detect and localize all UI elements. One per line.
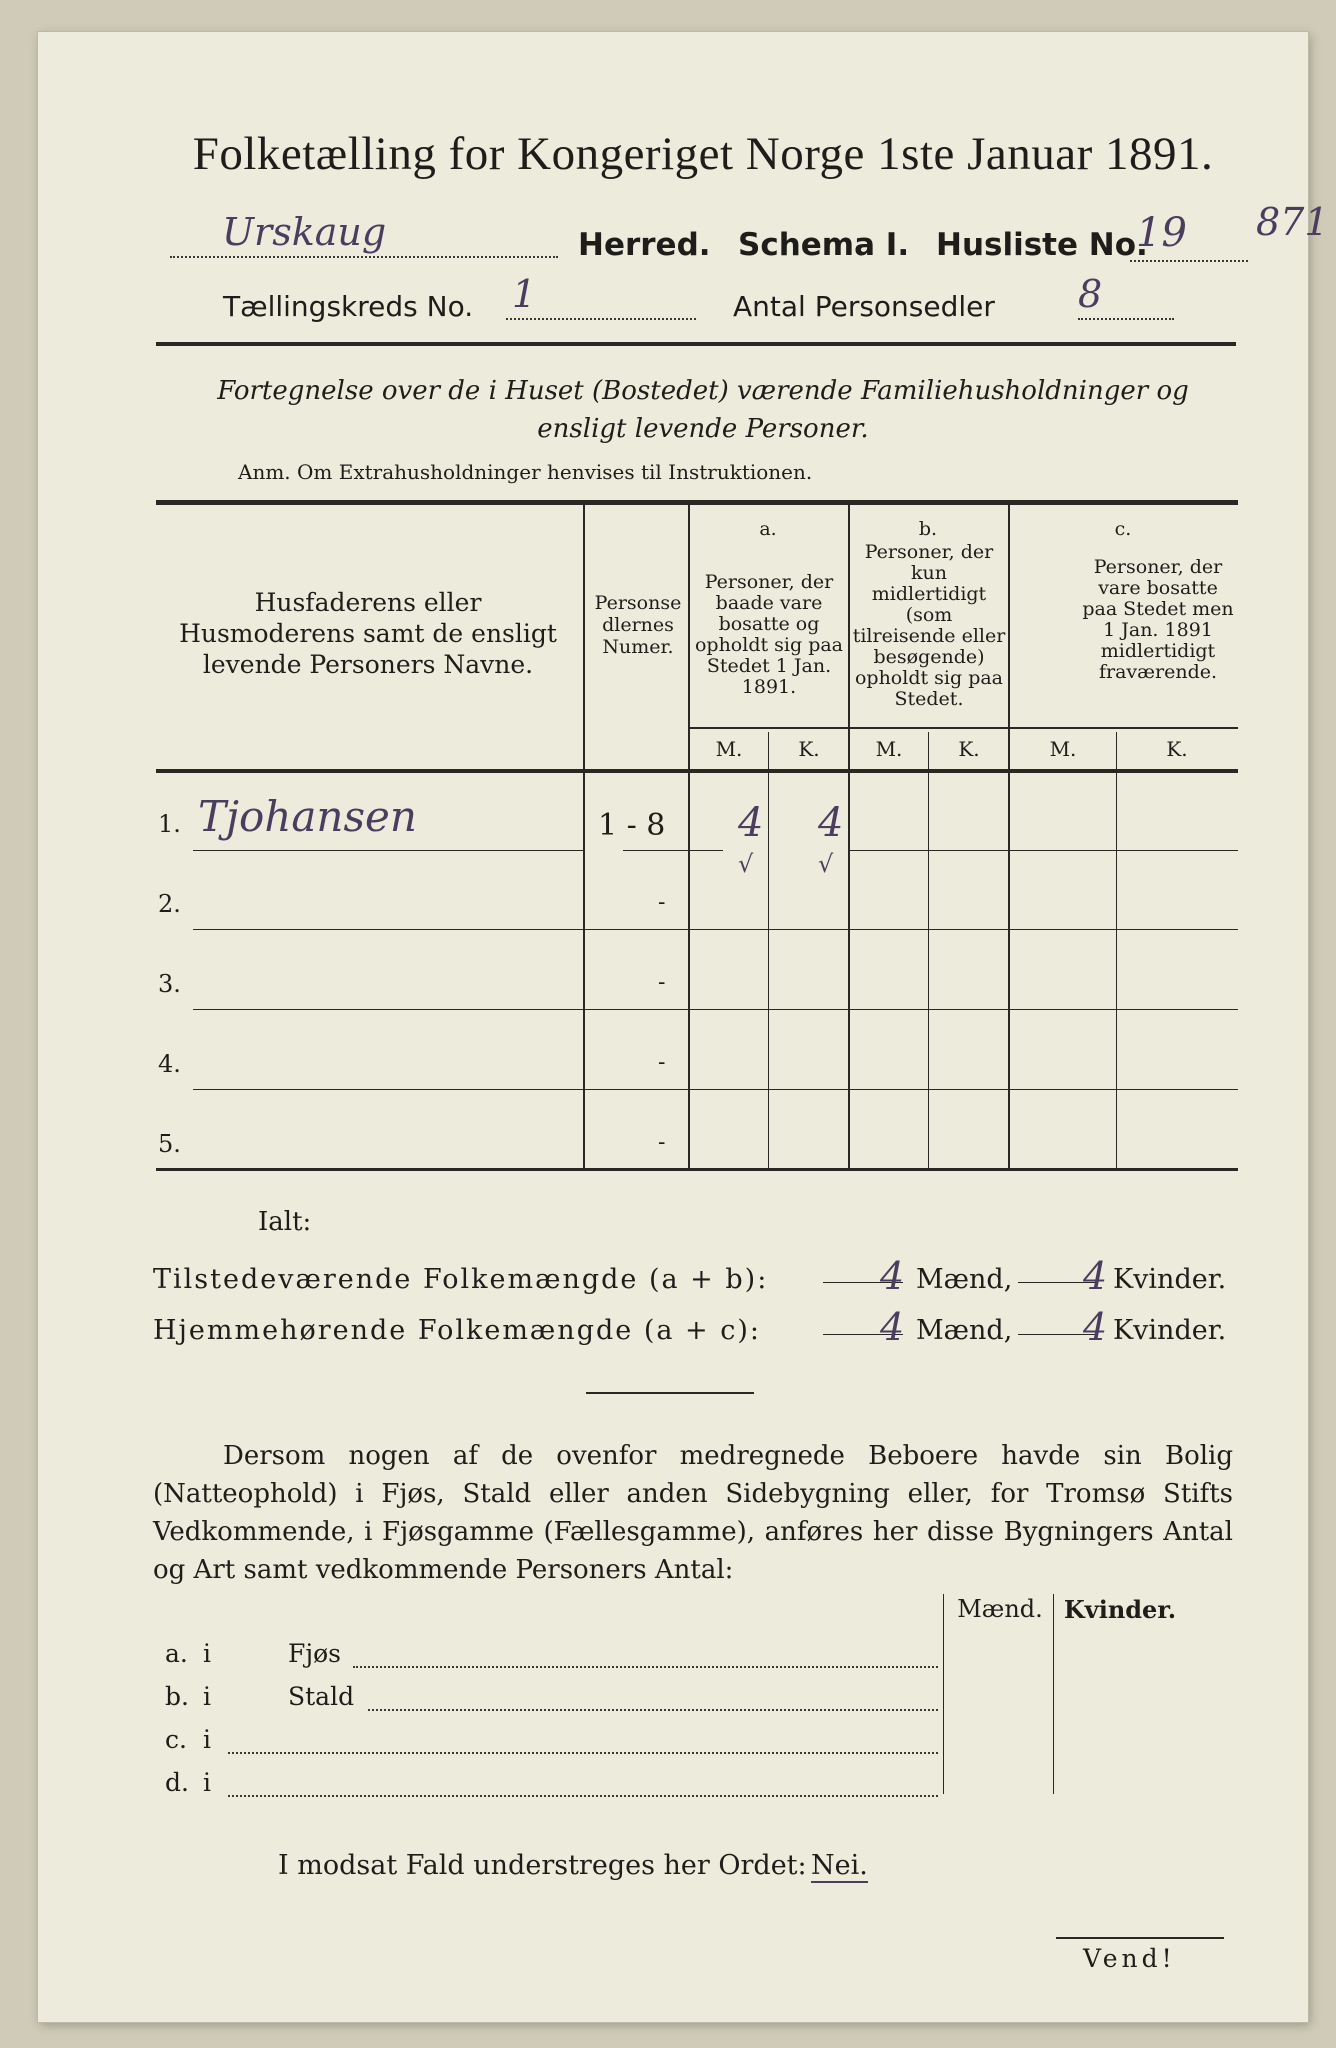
hjemme-kvinder: 4 (1083, 1305, 1108, 1349)
header-c: Personer, der vare bosatte paa Stedet men 1 Jan. 1891 midlertidigt fraværende. (1082, 556, 1234, 683)
table-top-rule (156, 500, 1238, 505)
row-number: 1. (158, 810, 181, 838)
buildings-maend-header: Mænd. (957, 1595, 1043, 1623)
header-a-letter: a. (759, 518, 777, 540)
row-rule (193, 929, 1238, 930)
header-b: Personer, der kun midlertidigt (som tilreisende eller besøgende) opholdt sig paa Stedet. (852, 541, 1006, 710)
section-divider (586, 1392, 754, 1394)
row-a-k-check: √ (818, 850, 834, 878)
row-numer: - (658, 1130, 666, 1155)
building-letter: d. (165, 1768, 189, 1797)
a-k-label: K. (798, 737, 820, 761)
herred-value: Urskaug (222, 210, 387, 254)
row-number: 5. (158, 1130, 181, 1158)
row-number: 4. (158, 1050, 181, 1078)
row-numer: - (658, 970, 666, 995)
herred-label: Herred. (578, 227, 711, 263)
row-a-m: 4 (738, 800, 764, 846)
building-letter: b. (165, 1682, 189, 1711)
row-name: Tjohansen (198, 792, 417, 841)
header-names: Husfaderens eller Husmoderens samt de ensligt levende Personers Navne. (179, 588, 557, 679)
building-dotline (228, 1783, 938, 1797)
row-rule-right (848, 850, 1238, 851)
tilstede-kvinder-label: Kvinder. (1113, 1264, 1227, 1295)
col-divider-name (583, 505, 585, 1168)
a-m-label: M. (715, 737, 743, 761)
header-b-letter: b. (918, 518, 938, 540)
col-divider-b-mk (928, 732, 929, 1168)
row-number: 3. (158, 970, 181, 998)
husliste-label: Husliste No. (936, 227, 1148, 263)
c-m-label: M. (1049, 737, 1077, 761)
building-i: i (203, 1725, 211, 1754)
modsat-text: I modsat Fald understreges her Ordet: (278, 1850, 807, 1881)
col-divider-a-mk (768, 732, 769, 1168)
col-divider-numer (688, 505, 690, 1168)
row-numer: 1 - 8 (598, 808, 666, 843)
header-numer: Personsedlernes Numer. (594, 592, 682, 658)
ialt-label: Ialt: (258, 1207, 312, 1237)
row-a-k: 4 (818, 800, 844, 846)
row-a-m-check: √ (738, 850, 754, 878)
header-rule (156, 342, 1236, 346)
buildings-paragraph: Dersom nogen af de ovenfor medregnede Beboere havde sin Bolig (Natteophold) i Fjøs, Stald eller anden Sidebygning eller, for Tromsø Stifts Vedkommende, i Fjøsgamme (Fællesgamme), anføres her disse Bygningers Antal og Art samt vedkommende Personers Antal: (153, 1441, 1233, 1585)
col-divider-c-mk (1116, 732, 1117, 1168)
hjemme-maend: 4 (880, 1305, 905, 1349)
building-label: Fjøs (288, 1639, 341, 1668)
header-c-letter: c. (1114, 518, 1132, 540)
taellingskreds-value: 1 (512, 272, 537, 316)
margin-note: 871 (1256, 200, 1329, 244)
table-bottom-rule (156, 1168, 1238, 1171)
nei-word: Nei. (811, 1850, 868, 1881)
hjemme-label: Hjemmehørende Folkemængde (a + c): (153, 1315, 761, 1346)
tilstede-maend-label: Mænd, (916, 1264, 1013, 1295)
building-dotline (353, 1654, 938, 1668)
husliste-field (1130, 210, 1248, 262)
hjemme-kvinder-label: Kvinder. (1113, 1315, 1227, 1346)
tilstede-label: Tilstedeværende Folkemængde (a + b): (153, 1264, 769, 1295)
taellingskreds-label: Tællingskreds No. (223, 290, 474, 323)
husliste-value: 19 (1136, 210, 1187, 256)
buildings-col-rule-2 (1053, 1594, 1054, 1794)
building-letter: a. (165, 1639, 188, 1668)
row-numer: - (658, 1050, 666, 1075)
row-rule (193, 1089, 1238, 1090)
tilstede-maend: 4 (880, 1254, 905, 1298)
tilstede-kvinder: 4 (1083, 1254, 1108, 1298)
building-i: i (203, 1639, 211, 1668)
personsedler-value: 8 (1078, 272, 1103, 316)
building-i: i (203, 1682, 211, 1711)
header-a: Personer, der baade vare bosatte og opholdt sig paa Stedet 1 Jan. 1891. (694, 571, 844, 698)
building-dotline (228, 1740, 938, 1754)
buildings-col-rule-1 (943, 1594, 944, 1794)
personsedler-label: Antal Personsedler (733, 290, 995, 323)
building-i: i (203, 1768, 211, 1797)
col-divider-a (848, 505, 850, 1168)
vend-rule (1056, 1937, 1224, 1939)
vend-label: Vend! (1083, 1944, 1176, 1973)
col-divider-b (1008, 505, 1010, 1168)
form-title: Folketælling for Kongeriget Norge 1ste Januar 1891. (192, 128, 1214, 180)
row-rule-numer (623, 850, 723, 851)
anm-note: Anm. Om Extrahusholdninger henvises til Instruktionen. (238, 460, 813, 484)
b-m-label: M. (875, 737, 903, 761)
b-k-label: K. (958, 737, 980, 761)
row-numer: - (658, 890, 666, 915)
hjemme-maend-label: Mænd, (916, 1315, 1013, 1346)
intro-text: Fortegnelse over de i Huset (Bostedet) værende Familiehusholdninger og ensligt levende Personer. (217, 376, 1189, 444)
herred-field (170, 210, 558, 258)
building-letter: c. (165, 1725, 187, 1754)
taellingskreds-field (506, 272, 696, 320)
buildings-kvinder-header: Kvinder. (1063, 1595, 1177, 1624)
schema-label: Schema I. (738, 227, 910, 263)
mk-header-rule (688, 727, 1238, 729)
table-header-rule (156, 769, 1238, 773)
row-number: 2. (158, 890, 181, 918)
c-k-label: K. (1166, 737, 1188, 761)
personsedler-field (1078, 272, 1174, 320)
row-rule (193, 1009, 1238, 1010)
census-form-sheet (38, 32, 1329, 2022)
building-dotline (368, 1697, 938, 1711)
building-label: Stald (288, 1682, 355, 1711)
row-rule (193, 850, 583, 851)
